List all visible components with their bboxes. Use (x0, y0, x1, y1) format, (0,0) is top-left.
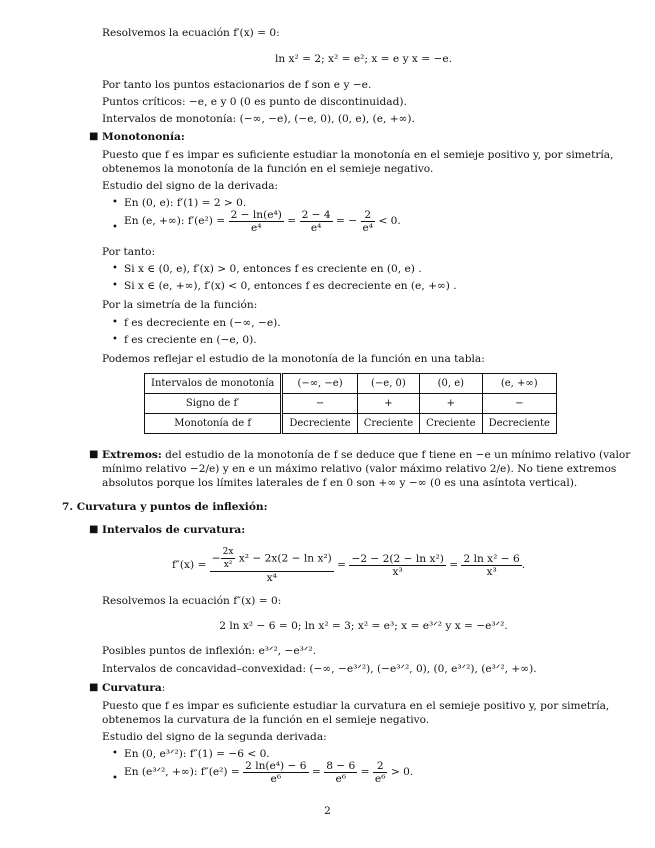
bullet: • (112, 317, 118, 328)
symmetry-item-1: f es decreciente en (−∞, −e). (124, 317, 281, 329)
equation-second-derivative: 2 ln x² − 6 = 0; ln x² = 3; x² = e³; x = e³ᐟ² y x = −e³ᐟ². (219, 620, 508, 632)
second-derivative-formula: f″(x) = − $\frac{2x}{\text{x²}}$ x² − 2x(2 − ln x²) x⁴ = $\frac{\text{−2 − 2(2 − ln x²)}}{\text{x³}}$ = $\frac{\text{2 ln x² − 6}}{\text{x³}}$ . (172, 547, 526, 584)
symmetry-text: Por la simetría de la función: (102, 299, 258, 311)
table-cell: (−e, 0) (357, 374, 419, 394)
extremos-heading: Extremos: (102, 449, 162, 461)
stationary-points-text: Por tanto los puntos estacionarios de f son e y −e. (102, 79, 372, 91)
table-cell: Intervalos de monotonía (145, 374, 282, 394)
monotony-table (144, 373, 557, 434)
extremos-line2: mínimo relativo −2/e) y en e un máximo relativo (valor máximo relativo 2/e). No tiene extremos (102, 463, 617, 475)
symmetry-item-2: f es creciente en (−e, 0). (124, 334, 257, 346)
table-cell: + (357, 394, 419, 414)
curvatura-heading: Curvatura (102, 682, 162, 694)
table-cell: + (420, 394, 482, 414)
table-intro-text: Podemos reflejar el estudio de la monotonía de la función en una tabla: (102, 353, 485, 365)
monotonia-paragraph-line1: Puesto que f es impar es suficiente estudiar la monotonía en el semieje positivo y, por simetría, (102, 149, 614, 161)
fraction: $\frac{2}{\text{e⁴}}$ (362, 208, 374, 234)
por-tanto-text: Por tanto: (102, 246, 156, 258)
fraction: $\frac{2}{\text{e⁶}}$ (374, 759, 386, 785)
curvature-item-1: En (0, e³ᐟ²): f″(1) = −6 < 0. (124, 748, 270, 760)
resolve-second-derivative-text: Resolvemos la ecuación f″(x) = 0: (102, 595, 282, 607)
concavity-intervals-text: Intervalos de concavidad–convexidad: (−∞, −e³ᐟ²), (−e³ᐟ², 0), (0, e³ᐟ²), (e³ᐟ², +∞). (102, 663, 537, 675)
bullet: ■ (89, 449, 99, 460)
curvatura-heading-line: Curvatura: (102, 682, 166, 694)
curvatura-paragraph-line2: obtenemos la curvatura de la función en el semieje negativo. (102, 714, 430, 726)
extremos-line1: Extremos: del estudio de la monotonía de f se deduce que f tiene en −e un mínimo relativo (valor (102, 449, 631, 461)
resolve-equation-text: Resolvemos la ecuación f′(x) = 0: (102, 27, 280, 39)
fraction: $\frac{\text{2 ln(e⁴) − 6}}{\text{e⁶}}$ (245, 759, 307, 785)
curvatura-paragraph-line1: Puesto que f es impar es suficiente estudiar la curvatura en el semieje positivo y, por simetría, (102, 700, 610, 712)
table-row (145, 394, 557, 414)
extremos-line3: absolutos porque los límites laterales de f en 0 son +∞ y −∞ (0 es una asíntota vertical). (102, 477, 578, 489)
table-cell: Signo de f′ (145, 394, 282, 414)
result-item-2: Si x ∈ (e, +∞), f′(x) < 0, entonces f es decreciente en (e, +∞) . (124, 280, 457, 292)
table-row (145, 374, 557, 394)
critical-points-text: Puntos críticos: −e, e y 0 (0 es punto de discontinuidad). (102, 96, 407, 108)
bullet: • (112, 280, 118, 291)
monotonia-paragraph-line2: obtenemos la monotonía de la función en el semieje negativo. (102, 163, 434, 175)
bullet: • (112, 334, 118, 345)
equation-ln: ln x² = 2; x² = e²; x = e y x = −e. (274, 53, 453, 65)
fraction: $\frac{2 - 4}{\text{e⁴}}$ (301, 208, 331, 234)
bullet: ■ (89, 524, 99, 535)
table-row (145, 414, 557, 434)
bullet: ■ (89, 131, 99, 142)
fraction: − $\frac{2x}{\text{x²}}$ x² − 2x(2 − ln x²) x⁴ (211, 547, 332, 584)
monotonia-heading: Monotononía: (102, 131, 185, 143)
table-cell: (e, +∞) (482, 374, 556, 394)
sign-study-text: Estudio del signo de la derivada: (102, 180, 279, 192)
fraction: $\frac{\text{2 ln x² − 6}}{\text{x³}}$ (463, 552, 520, 578)
sign-item-1: En (0, e): f′(1) = 2 > 0. (124, 197, 247, 209)
bullet: • (112, 263, 118, 274)
sign-item-2: En (e, +∞): f′(e²) = $\frac{\text{2 − ln(e⁴)}}{\text{e⁴}}$ = $\frac{2 - 4}{\text{e⁴}}$ = − $\frac{2}{\text{e⁴}}$ < 0. (124, 208, 401, 234)
fraction: $\frac{8 - 6}{\text{e⁶}}$ (326, 759, 356, 785)
table-cell: Decreciente (282, 414, 357, 434)
page-number: 2 (324, 805, 331, 817)
table-cell: Creciente (357, 414, 419, 434)
table-cell: Creciente (420, 414, 482, 434)
inflection-points-text: Posibles puntos de inflexión: e³ᐟ², −e³ᐟ². (102, 645, 316, 657)
bullet: • (112, 197, 118, 208)
table-cell: Decreciente (482, 414, 556, 434)
second-sign-study-text: Estudio del signo de la segunda derivada: (102, 731, 327, 743)
bullet: • (112, 748, 118, 759)
table-cell: − (482, 394, 556, 414)
table-cell: (0, e) (420, 374, 482, 394)
result-item-1: Si x ∈ (0, e), f′(x) > 0, entonces f es creciente en (0, e) . (124, 263, 422, 275)
bullet: ■ (89, 682, 99, 693)
table-cell: Monotonía de f (145, 414, 282, 434)
curvature-intervals-heading: Intervalos de curvatura: (102, 524, 246, 536)
table-cell: (−∞, −e) (282, 374, 357, 394)
fraction: $\frac{\text{2 − ln(e⁴)}}{\text{e⁴}}$ (230, 208, 282, 234)
fraction: $\frac{\text{−2 − 2(2 − ln x²)}}{\text{x³}}$ (351, 552, 444, 578)
table-cell: − (282, 394, 357, 414)
section-7-heading: 7. Curvatura y puntos de inflexión: (62, 501, 268, 513)
monotony-intervals-text: Intervalos de monotonía: (−∞, −e), (−e, 0), (0, e), (e, +∞). (102, 113, 415, 125)
curvature-item-2: En (e³ᐟ², +∞): f″(e²) = $\frac{\text{2 ln(e⁴) − 6}}{\text{e⁶}}$ = $\frac{8 - 6}{\text{e⁶}}$ = $\frac{2}{\text{e⁶}}$ > 0. (124, 759, 414, 785)
bullet: • (112, 773, 118, 784)
bullet: • (112, 222, 118, 233)
sign-item-2-lhs: En (e, +∞): f′(e²) = (124, 215, 226, 227)
